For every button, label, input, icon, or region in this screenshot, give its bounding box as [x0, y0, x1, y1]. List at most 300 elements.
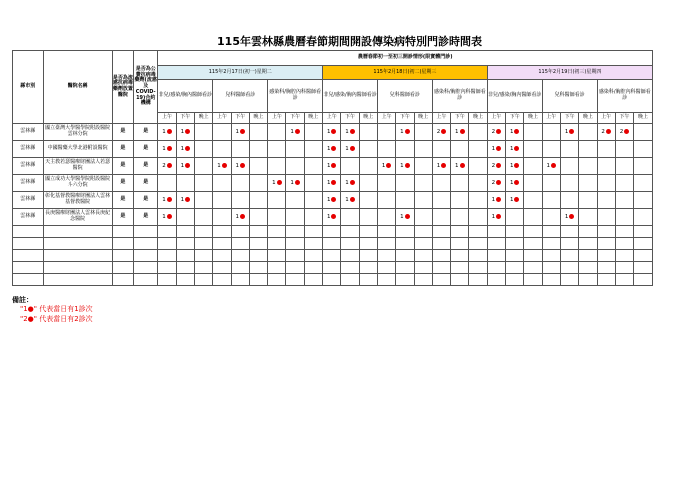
schedule-cell: [304, 192, 322, 209]
empty-cell: [487, 262, 505, 274]
schedule-cell: [359, 141, 377, 158]
empty-cell: [231, 238, 249, 250]
session-count: 1: [400, 162, 404, 169]
period-header: 晚上: [359, 113, 377, 124]
schedule-cell: [176, 175, 194, 192]
schedule-cell: [195, 175, 213, 192]
session-count: 2: [491, 179, 496, 186]
red-dot-icon: [496, 163, 501, 168]
schedule-cell: [213, 192, 231, 209]
red-dot-icon: [405, 163, 410, 168]
schedule-cell: [414, 175, 432, 192]
empty-cell: [134, 238, 158, 250]
schedule-cell: [615, 141, 633, 158]
empty-cell: [377, 238, 395, 250]
empty-cell: [524, 250, 542, 262]
schedule-cell: [377, 209, 395, 226]
empty-cell: [506, 274, 524, 286]
empty-cell: [249, 250, 267, 262]
empty-cell: [341, 262, 359, 274]
schedule-cell: [396, 124, 414, 141]
empty-cell: [487, 274, 505, 286]
page-title: 115年雲林縣農曆春節期間開設傳染病特別門診時間表: [217, 35, 482, 48]
session-count: 1: [400, 213, 404, 220]
empty-cell: [359, 262, 377, 274]
empty-cell: [249, 226, 267, 238]
red-dot-icon: [514, 129, 519, 134]
empty-cell: [176, 238, 194, 250]
schedule-cell: [414, 141, 432, 158]
empty-cell: [213, 226, 231, 238]
red-dot-icon: [331, 163, 336, 168]
session-count: 1: [217, 162, 221, 169]
schedule-cell: [268, 124, 286, 141]
empty-cell: [286, 238, 304, 250]
schedule-cell: [597, 158, 615, 175]
schedule-cell: [158, 158, 176, 175]
red-dot-icon: [350, 129, 355, 134]
empty-cell: [524, 226, 542, 238]
empty-cell: [323, 274, 341, 286]
schedule-cell: [634, 124, 653, 141]
row-hospital: 國立臺灣大學醫學院附設醫院雲林分院: [43, 124, 112, 141]
session-count: 1: [436, 162, 441, 169]
row-hospital: 長庚醫療財團法人雲林長庚紀念醫院: [43, 209, 112, 226]
schedule-cell: [634, 192, 653, 209]
schedule-cell: [615, 192, 633, 209]
schedule-cell: [469, 141, 487, 158]
empty-cell: [249, 274, 267, 286]
row-county: 雲林縣: [13, 158, 44, 175]
session-count: 1: [509, 128, 514, 135]
session-count: 1: [180, 128, 185, 135]
schedule-cell: [195, 124, 213, 141]
session-count: 1: [509, 145, 514, 152]
empty-cell: [341, 250, 359, 262]
empty-cell: [304, 226, 322, 238]
empty-cell: [579, 274, 597, 286]
schedule-cell: [304, 141, 322, 158]
red-dot-icon: [441, 163, 446, 168]
empty-cell: [158, 226, 176, 238]
schedule-cell: [579, 124, 597, 141]
empty-cell: [615, 238, 633, 250]
schedule-cell: [176, 124, 194, 141]
empty-cell: [359, 226, 377, 238]
schedule-cell: [579, 209, 597, 226]
schedule-cell: [341, 175, 359, 192]
session-count: 1: [381, 162, 386, 169]
red-dot-icon: [350, 197, 355, 202]
schedule-cell: [615, 124, 633, 141]
schedule-cell: [396, 158, 414, 175]
empty-cell: [469, 262, 487, 274]
empty-cell: [487, 250, 505, 262]
session-count: 1: [326, 196, 331, 203]
row-county: 雲林縣: [13, 124, 44, 141]
schedule-cell: [432, 175, 450, 192]
period-header: 晚上: [195, 113, 213, 124]
red-dot-icon: [514, 146, 519, 151]
dept-header: 感染科/胸腔內科醫師看診: [268, 80, 323, 113]
empty-cell: [112, 238, 133, 250]
red-dot-icon: [185, 197, 190, 202]
row-flu: 是: [112, 124, 133, 141]
session-count: 1: [564, 128, 569, 135]
red-dot-icon: [386, 163, 391, 168]
empty-cell: [13, 262, 44, 274]
empty-cell: [286, 250, 304, 262]
empty-cell: [134, 250, 158, 262]
schedule-cell: [487, 158, 505, 175]
empty-cell: [323, 226, 341, 238]
period-header: 上午: [268, 113, 286, 124]
session-count: 1: [326, 179, 331, 186]
schedule-cell: [524, 175, 542, 192]
red-dot-icon: [496, 146, 501, 151]
schedule-cell: [579, 175, 597, 192]
session-count: 2: [162, 162, 166, 169]
period-header: 下午: [286, 113, 304, 124]
dept-header: 兒科醫師看診: [377, 80, 432, 113]
schedule-cell: [469, 209, 487, 226]
empty-cell: [615, 262, 633, 274]
schedule-cell: [341, 192, 359, 209]
period-header: 上午: [213, 113, 231, 124]
schedule-cell: [560, 141, 578, 158]
empty-cell: [377, 262, 395, 274]
empty-cell: [597, 238, 615, 250]
empty-cell: [414, 250, 432, 262]
empty-cell: [231, 262, 249, 274]
empty-cell: [195, 238, 213, 250]
empty-cell: [13, 238, 44, 250]
row-covid: 是: [134, 158, 158, 175]
empty-cell: [249, 238, 267, 250]
schedule-cell: [158, 192, 176, 209]
empty-cell: [249, 262, 267, 274]
schedule-cell: [359, 158, 377, 175]
empty-cell: [542, 262, 560, 274]
schedule-cell: [451, 141, 469, 158]
session-count: 2: [436, 128, 441, 135]
schedule-cell: [268, 141, 286, 158]
empty-cell: [323, 238, 341, 250]
schedule-cell: [396, 175, 414, 192]
schedule-cell: [414, 192, 432, 209]
red-dot-icon: [350, 146, 355, 151]
schedule-cell: [176, 141, 194, 158]
schedule-cell: [249, 124, 267, 141]
empty-cell: [506, 262, 524, 274]
session-count: 2: [491, 128, 496, 135]
red-dot-icon: [514, 197, 519, 202]
empty-cell: [176, 262, 194, 274]
empty-cell: [134, 262, 158, 274]
schedule-cell: [268, 158, 286, 175]
schedule-cell: [249, 158, 267, 175]
empty-cell: [615, 226, 633, 238]
schedule-cell: [323, 158, 341, 175]
empty-cell: [579, 238, 597, 250]
session-count: 1: [290, 179, 294, 186]
period-header: 晚上: [469, 113, 487, 124]
schedule-cell: [396, 141, 414, 158]
schedule-cell: [268, 209, 286, 226]
empty-cell: [359, 250, 377, 262]
table-row: [13, 175, 653, 192]
period-header: 晚上: [414, 113, 432, 124]
empty-cell: [213, 262, 231, 274]
red-dot-icon: [441, 129, 446, 134]
empty-cell: [560, 250, 578, 262]
empty-cell: [341, 238, 359, 250]
schedule-cell: [451, 158, 469, 175]
empty-cell: [158, 262, 176, 274]
row-county: 雲林縣: [13, 192, 44, 209]
empty-cell: [341, 274, 359, 286]
schedule-cell: [377, 158, 395, 175]
empty-cell: [469, 226, 487, 238]
schedule-cell: [597, 192, 615, 209]
session-count: 1: [162, 196, 166, 203]
schedule-cell: [469, 158, 487, 175]
empty-cell: [542, 274, 560, 286]
empty-cell: [524, 262, 542, 274]
session-count: 1: [326, 145, 331, 152]
period-header: 上午: [597, 113, 615, 124]
red-dot-icon: [496, 197, 501, 202]
empty-cell: [268, 262, 286, 274]
empty-cell: [268, 274, 286, 286]
empty-cell: [634, 250, 653, 262]
empty-cell: [560, 226, 578, 238]
red-dot-icon: [514, 163, 519, 168]
empty-cell: [597, 262, 615, 274]
day-header-1: 115年2月17日(初一)星期二: [158, 66, 323, 80]
session-count: 1: [546, 162, 551, 169]
empty-row: [13, 238, 653, 250]
schedule-cell: [231, 192, 249, 209]
empty-cell: [112, 250, 133, 262]
schedule-cell: [469, 124, 487, 141]
empty-cell: [634, 274, 653, 286]
red-dot-icon: [569, 129, 574, 134]
schedule-cell: [231, 175, 249, 192]
schedule-cell: [542, 209, 560, 226]
schedule-cell: [323, 175, 341, 192]
empty-cell: [134, 226, 158, 238]
empty-cell: [213, 238, 231, 250]
row-flu: 是: [112, 158, 133, 175]
row-covid: 是: [134, 141, 158, 158]
schedule-cell: [451, 192, 469, 209]
empty-cell: [432, 250, 450, 262]
empty-cell: [286, 274, 304, 286]
empty-cell: [451, 238, 469, 250]
schedule-cell: [432, 209, 450, 226]
session-count: 1: [326, 162, 331, 169]
schedule-cell: [231, 158, 249, 175]
empty-cell: [451, 250, 469, 262]
schedule-cell: [634, 158, 653, 175]
empty-cell: [414, 226, 432, 238]
schedule-cell: [597, 175, 615, 192]
schedule-cell: [506, 209, 524, 226]
schedule-cell: [377, 175, 395, 192]
empty-cell: [579, 250, 597, 262]
schedule-cell: [414, 209, 432, 226]
schedule-cell: [597, 209, 615, 226]
red-dot-icon: [185, 146, 190, 151]
dept-header: 非兒/感染/胸內醫師看診: [487, 80, 542, 113]
red-dot-icon: [167, 129, 172, 134]
schedule-cell: [560, 124, 578, 141]
session-count: 1: [491, 196, 496, 203]
schedule-cell: [487, 192, 505, 209]
schedule-cell: [176, 158, 194, 175]
schedule-cell: [195, 158, 213, 175]
empty-cell: [506, 250, 524, 262]
session-count: 2: [491, 162, 496, 169]
empty-cell: [195, 226, 213, 238]
schedule-cell: [341, 141, 359, 158]
row-hospital: 彰化基督教醫療財團法人雲林基督教醫院: [43, 192, 112, 209]
empty-row: [13, 262, 653, 274]
schedule-cell: [469, 175, 487, 192]
session-count: 1: [455, 128, 459, 135]
red-dot-icon: [222, 163, 227, 168]
dept-header: 非兒/感染/胸內醫師看診: [323, 80, 378, 113]
empty-cell: [597, 226, 615, 238]
row-covid: 是: [134, 175, 158, 192]
schedule-cell: [286, 175, 304, 192]
session-count: 1: [235, 128, 239, 135]
period-header: 晚上: [249, 113, 267, 124]
empty-cell: [524, 274, 542, 286]
schedule-cell: [432, 158, 450, 175]
empty-cell: [323, 250, 341, 262]
empty-cell: [268, 226, 286, 238]
header-flu: 是否為流感抗病毒藥劑放置醫院: [112, 51, 133, 124]
empty-cell: [377, 226, 395, 238]
schedule-cell: [323, 124, 341, 141]
schedule-cell: [615, 158, 633, 175]
schedule-cell: [304, 175, 322, 192]
empty-cell: [158, 274, 176, 286]
session-count: 1: [290, 128, 294, 135]
schedule-cell: [579, 158, 597, 175]
empty-cell: [487, 238, 505, 250]
schedule-cell: [414, 124, 432, 141]
row-flu: 是: [112, 175, 133, 192]
red-dot-icon: [514, 180, 519, 185]
red-dot-icon: [460, 163, 465, 168]
red-dot-icon: [240, 163, 245, 168]
session-count: 1: [345, 179, 349, 186]
row-county: 雲林縣: [13, 175, 44, 192]
schedule-cell: [213, 209, 231, 226]
period-header: 下午: [615, 113, 633, 124]
empty-cell: [43, 250, 112, 262]
red-dot-icon: [551, 163, 556, 168]
session-count: 1: [509, 196, 514, 203]
table-row: [13, 158, 653, 175]
empty-cell: [542, 226, 560, 238]
red-dot-icon: [496, 214, 501, 219]
header-banner: 農曆春節初一至初三開診情形(限實體門診): [158, 51, 653, 66]
schedule-table: [12, 50, 653, 286]
schedule-cell: [451, 209, 469, 226]
schedule-cell: [597, 141, 615, 158]
empty-cell: [506, 238, 524, 250]
dept-header: 感染科/胸腔內科醫師看診: [597, 80, 652, 113]
dept-header: 感染科/胸腔內科醫師看診: [432, 80, 487, 113]
session-count: 2: [601, 128, 605, 135]
schedule-cell: [213, 158, 231, 175]
schedule-cell: [487, 209, 505, 226]
empty-row: [13, 226, 653, 238]
schedule-cell: [176, 192, 194, 209]
period-header: 晚上: [524, 113, 542, 124]
red-dot-icon: [331, 197, 336, 202]
schedule-cell: [506, 158, 524, 175]
dept-header: 非兒/感染/胸內醫師看診: [158, 80, 213, 113]
row-covid: 是: [134, 124, 158, 141]
schedule-cell: [506, 141, 524, 158]
schedule-cell: [396, 209, 414, 226]
empty-cell: [579, 262, 597, 274]
schedule-cell: [597, 124, 615, 141]
empty-cell: [304, 274, 322, 286]
empty-cell: [542, 250, 560, 262]
schedule-cell: [249, 209, 267, 226]
table-row: [13, 141, 653, 158]
session-count: 1: [162, 128, 166, 135]
schedule-cell: [524, 209, 542, 226]
schedule-cell: [579, 141, 597, 158]
schedule-cell: [195, 192, 213, 209]
empty-cell: [341, 226, 359, 238]
empty-cell: [43, 226, 112, 238]
empty-cell: [13, 250, 44, 262]
schedule-cell: [268, 175, 286, 192]
period-header: 晚上: [304, 113, 322, 124]
empty-cell: [158, 250, 176, 262]
schedule-cell: [524, 158, 542, 175]
empty-cell: [396, 250, 414, 262]
empty-cell: [469, 250, 487, 262]
row-hospital: 天主教若瑟醫療財團法人若瑟醫院: [43, 158, 112, 175]
period-header: 上午: [158, 113, 176, 124]
empty-cell: [112, 274, 133, 286]
schedule-cell: [323, 209, 341, 226]
header-hospital: 醫院名稱: [43, 51, 112, 124]
period-header: 晚上: [579, 113, 597, 124]
schedule-cell: [432, 192, 450, 209]
empty-cell: [615, 250, 633, 262]
session-count: 1: [162, 145, 166, 152]
schedule-cell: [560, 158, 578, 175]
schedule-cell: [487, 141, 505, 158]
table-row: [13, 124, 653, 141]
session-count: 1: [509, 162, 514, 169]
empty-cell: [158, 238, 176, 250]
empty-cell: [176, 250, 194, 262]
day-header-3: 115年2月19日(初三)星期四: [487, 66, 652, 80]
schedule-cell: [341, 209, 359, 226]
schedule-cell: [195, 141, 213, 158]
